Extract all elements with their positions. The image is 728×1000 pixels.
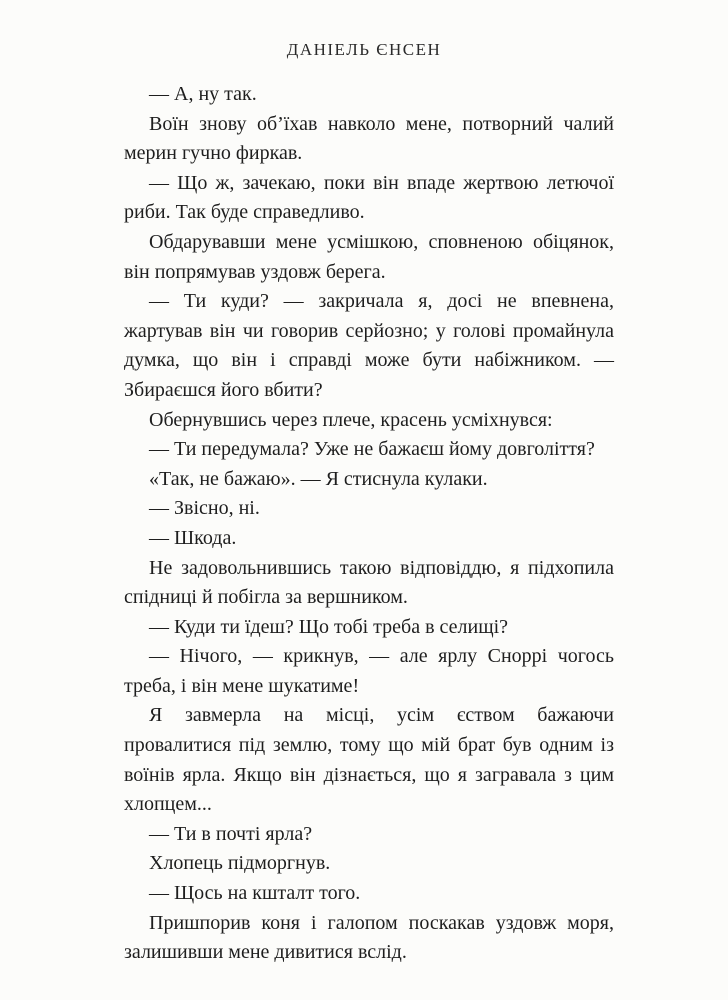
paragraph: — Куди ти їдеш? Що тобі треба в селищі? (149, 615, 509, 638)
paragraph: — Нічого, — крикнув, — але ярлу Сноррі чогось треба, і він мене шукатиме! (124, 645, 614, 697)
paragraph: Воїн знову об’їхав навколо мене, потворний чалий мерин гучно фиркав. (124, 112, 614, 165)
paragraph: — Шкода. (149, 526, 237, 549)
paragraph: Обдарувавши мене усмішкою, сповненою обіцянок, він попрямував уздовж берега. (124, 230, 614, 283)
body-text (124, 80, 614, 968)
paragraph: Пришпорив коня і галопом поскакав уздовж моря, залишивши мене дивитися вслід. (124, 911, 614, 964)
paragraph: Не задовольнившись такою відповіддю, я підхопила спідниці й побігла за вершником. (124, 556, 614, 609)
running-head-author: ДАНІЕЛЬ ЄНСЕН (286, 40, 442, 59)
paragraph: Обернувшись через плече, красень усміхнувся: (149, 408, 553, 431)
paragraph: — Що ж, зачекаю, поки він впаде жертвою летючої риби. Так буде справедливо. (124, 171, 614, 224)
paragraph: — Ти в почті ярла? (149, 822, 313, 845)
paragraph: — Щось на кшталт того. (149, 882, 361, 905)
paragraph: — А, ну так. (149, 83, 257, 105)
paragraph: — Звісно, ні. (149, 497, 260, 520)
paragraph: Я завмерла на місці, усім єством бажаючи провалитися під землю, тому що мій брат був одним із воїнів ярла. Якщо він дізнається, що я загравала з цим хлопцем... (124, 704, 614, 816)
paragraph: «Так, не бажаю». — Я стиснула кулаки. (149, 467, 488, 490)
paragraph: — Ти куди? — закричала я, досі не впевнена, жартував він чи говорив серйозно; у голові промайнула думка, що він і справді може бути набіжником. — Збираєшся його вбити? (124, 290, 614, 401)
paragraph: — Ти передумала? Уже не бажаєш йому довголіття? (149, 438, 595, 461)
paragraph: Хлопець підморгнув. (149, 852, 331, 875)
